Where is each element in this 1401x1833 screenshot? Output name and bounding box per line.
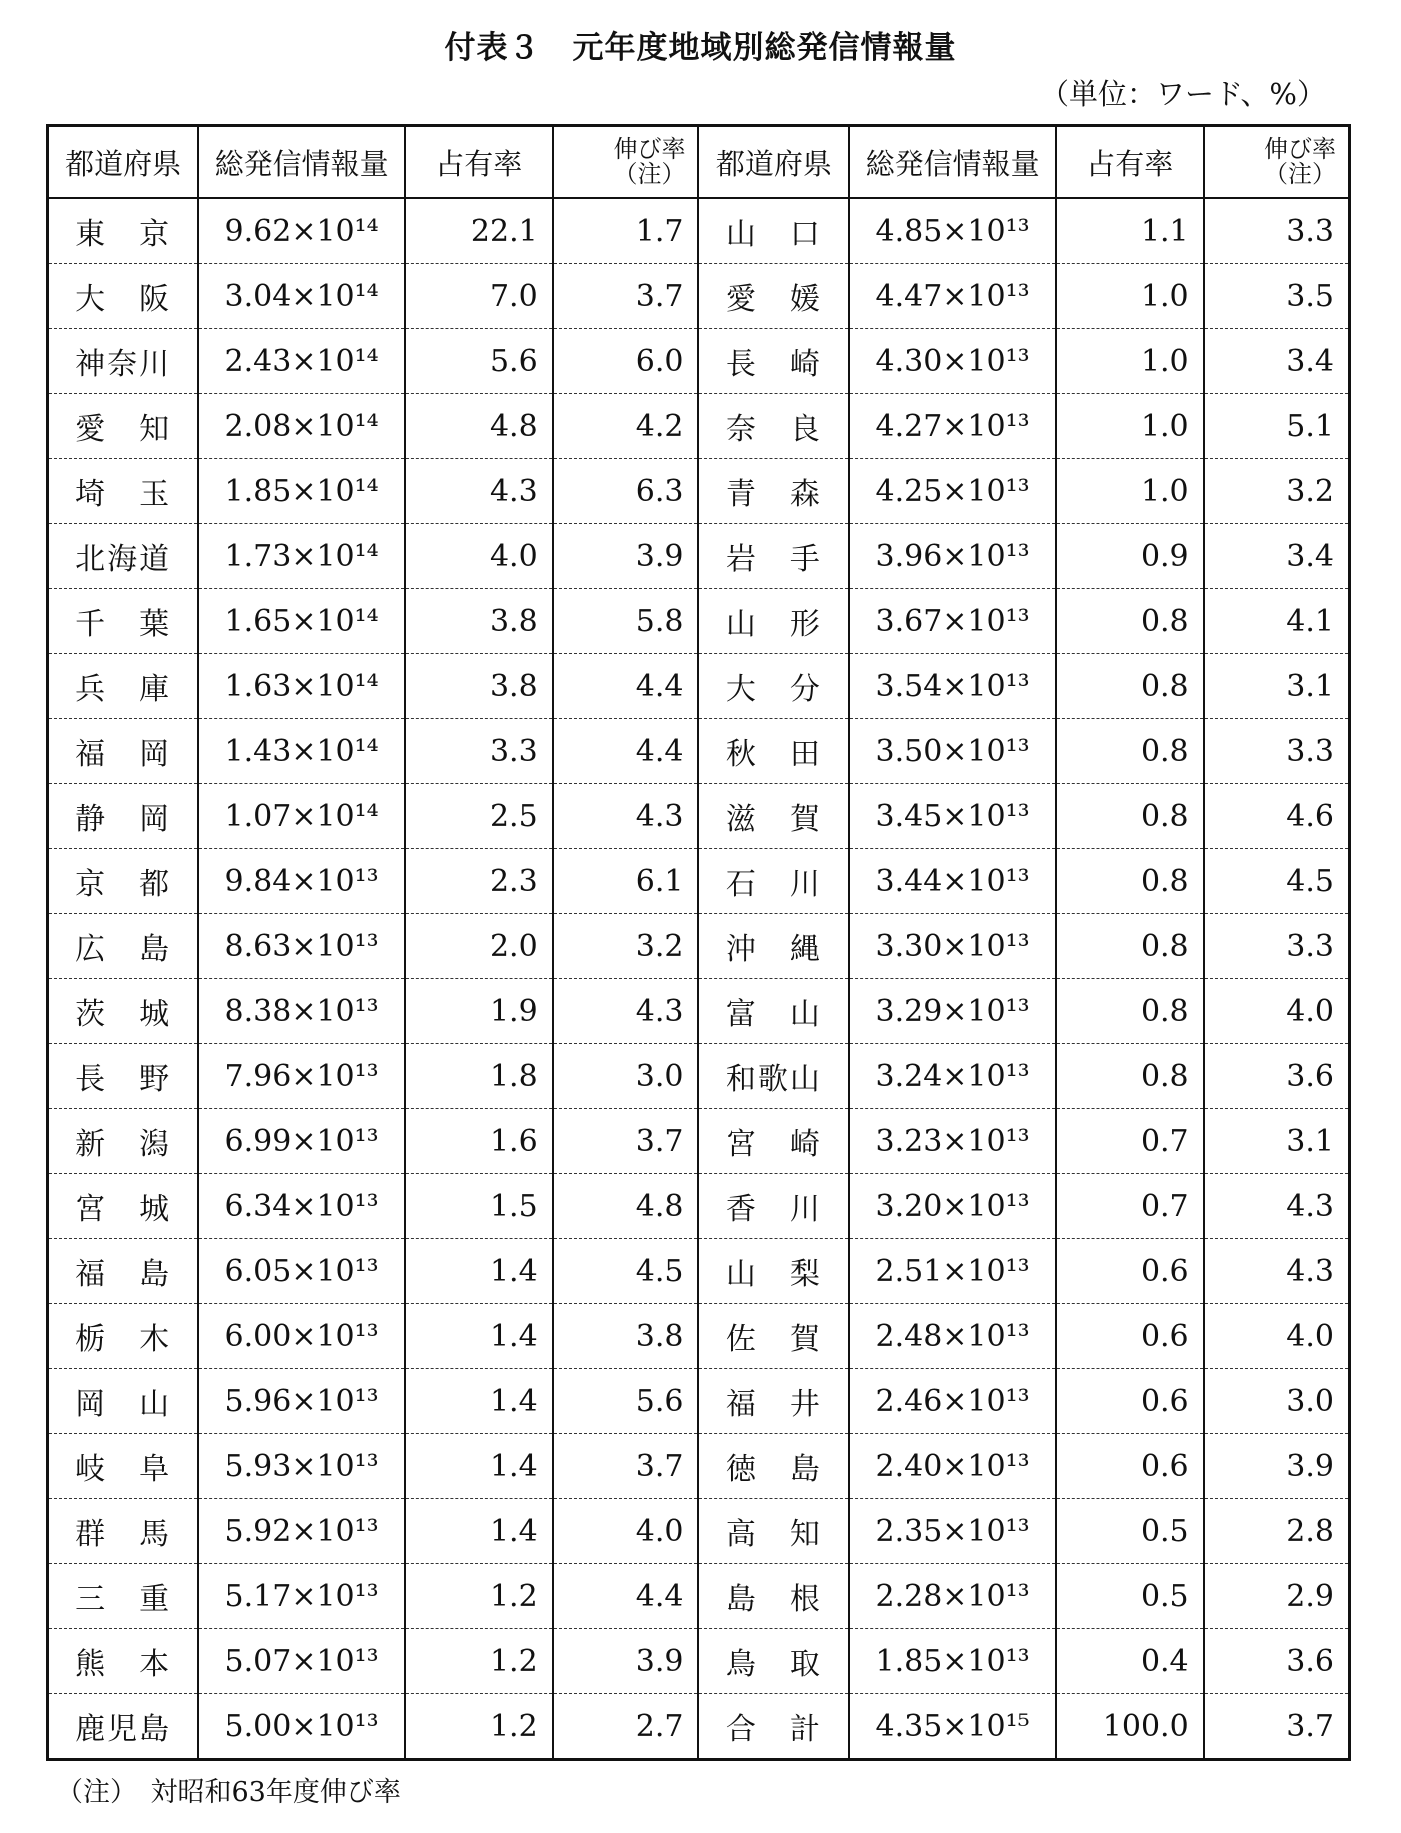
prefecture-cell: 山 口 <box>698 198 849 264</box>
table-row <box>48 459 1350 524</box>
growth-rate-cell: 4.4 <box>553 719 699 784</box>
total-info-cell: 5.92×10¹³ <box>198 1499 405 1564</box>
total-info-cell: 9.62×10¹⁴ <box>198 198 405 264</box>
footnote: （注） 対昭和63年度伸び率 <box>56 1777 401 1808</box>
header-total-right: 総発信情報量 <box>849 126 1056 199</box>
share-cell: 4.0 <box>405 524 553 589</box>
prefecture-cell: 大 阪 <box>48 264 199 329</box>
prefecture-cell: 茨 城 <box>48 979 199 1044</box>
share-cell: 7.0 <box>405 264 553 329</box>
total-info-cell: 6.34×10¹³ <box>198 1174 405 1239</box>
share-cell: 2.0 <box>405 914 553 979</box>
growth-rate-cell: 4.5 <box>553 1239 699 1304</box>
table-row <box>48 1174 1350 1239</box>
prefecture-info-table <box>46 124 1351 1761</box>
growth-rate-cell: 5.1 <box>1204 394 1350 459</box>
growth-rate-cell: 3.1 <box>1204 654 1350 719</box>
prefecture-cell: 徳 島 <box>698 1434 849 1499</box>
total-info-cell: 2.51×10¹³ <box>849 1239 1056 1304</box>
prefecture-cell: 岩 手 <box>698 524 849 589</box>
prefecture-cell: 宮 崎 <box>698 1109 849 1174</box>
prefecture-cell: 佐 賀 <box>698 1304 849 1369</box>
growth-rate-cell: 4.8 <box>553 1174 699 1239</box>
growth-rate-cell: 4.0 <box>1204 1304 1350 1369</box>
share-cell: 3.8 <box>405 654 553 719</box>
header-share-right: 占有率 <box>1056 126 1204 199</box>
table-row <box>48 849 1350 914</box>
growth-rate-cell: 4.3 <box>553 979 699 1044</box>
header-growth-label: 伸び率 <box>1264 135 1336 163</box>
total-info-cell: 1.43×10¹⁴ <box>198 719 405 784</box>
prefecture-cell: 山 梨 <box>698 1239 849 1304</box>
share-cell: 2.3 <box>405 849 553 914</box>
prefecture-cell: 鹿児島 <box>48 1694 199 1760</box>
growth-rate-cell: 5.8 <box>553 589 699 654</box>
total-info-cell: 5.93×10¹³ <box>198 1434 405 1499</box>
total-info-cell: 4.85×10¹³ <box>849 198 1056 264</box>
prefecture-cell: 千 葉 <box>48 589 199 654</box>
table-row <box>48 784 1350 849</box>
growth-rate-cell: 3.9 <box>1204 1434 1350 1499</box>
share-cell: 0.5 <box>1056 1499 1204 1564</box>
prefecture-cell: 神奈川 <box>48 329 199 394</box>
total-info-cell: 1.65×10¹⁴ <box>198 589 405 654</box>
share-cell: 22.1 <box>405 198 553 264</box>
prefecture-cell: 香 川 <box>698 1174 849 1239</box>
total-info-cell: 2.48×10¹³ <box>849 1304 1056 1369</box>
share-cell: 1.0 <box>1056 394 1204 459</box>
growth-rate-cell: 3.1 <box>1204 1109 1350 1174</box>
prefecture-cell: 熊 本 <box>48 1629 199 1694</box>
table-row <box>48 589 1350 654</box>
total-info-cell: 1.85×10¹³ <box>849 1629 1056 1694</box>
table-row <box>48 1434 1350 1499</box>
share-cell: 1.6 <box>405 1109 553 1174</box>
unit-note: （単位：ワード、%） <box>1040 77 1326 111</box>
prefecture-cell: 広 島 <box>48 914 199 979</box>
prefecture-cell: 福 岡 <box>48 719 199 784</box>
growth-rate-cell: 5.6 <box>553 1369 699 1434</box>
share-cell: 0.6 <box>1056 1434 1204 1499</box>
growth-rate-cell: 3.7 <box>1204 1694 1350 1760</box>
share-cell: 1.0 <box>1056 459 1204 524</box>
total-info-cell: 3.23×10¹³ <box>849 1109 1056 1174</box>
share-cell: 0.8 <box>1056 589 1204 654</box>
share-cell: 0.8 <box>1056 719 1204 784</box>
header-growth-left <box>553 126 699 199</box>
share-cell: 0.5 <box>1056 1564 1204 1629</box>
table-row <box>48 1499 1350 1564</box>
table-row <box>48 1694 1350 1760</box>
share-cell: 0.8 <box>1056 784 1204 849</box>
growth-rate-cell: 2.8 <box>1204 1499 1350 1564</box>
table-title: 付表３ 元年度地域別総発信情報量 <box>444 30 957 66</box>
share-cell: 0.6 <box>1056 1369 1204 1434</box>
prefecture-cell: 愛 知 <box>48 394 199 459</box>
share-cell: 0.6 <box>1056 1239 1204 1304</box>
total-info-cell: 1.73×10¹⁴ <box>198 524 405 589</box>
table-row <box>48 1369 1350 1434</box>
share-cell: 0.8 <box>1056 979 1204 1044</box>
prefecture-cell: 秋 田 <box>698 719 849 784</box>
share-cell: 0.9 <box>1056 524 1204 589</box>
growth-rate-cell: 4.0 <box>1204 979 1350 1044</box>
prefecture-cell: 福 島 <box>48 1239 199 1304</box>
share-cell: 1.0 <box>1056 264 1204 329</box>
share-cell: 3.8 <box>405 589 553 654</box>
growth-rate-cell: 3.4 <box>1204 329 1350 394</box>
table-row <box>48 1239 1350 1304</box>
prefecture-cell: 和歌山 <box>698 1044 849 1109</box>
total-info-cell: 3.54×10¹³ <box>849 654 1056 719</box>
total-info-cell: 3.50×10¹³ <box>849 719 1056 784</box>
prefecture-cell: 三 重 <box>48 1564 199 1629</box>
growth-rate-cell: 3.6 <box>1204 1629 1350 1694</box>
prefecture-cell: 群 馬 <box>48 1499 199 1564</box>
growth-rate-cell: 3.7 <box>553 1434 699 1499</box>
total-info-cell: 9.84×10¹³ <box>198 849 405 914</box>
prefecture-cell: 青 森 <box>698 459 849 524</box>
growth-rate-cell: 4.3 <box>1204 1174 1350 1239</box>
header-growth-note: （注） <box>613 160 686 188</box>
share-cell: 0.8 <box>1056 1044 1204 1109</box>
header-prefecture-left: 都道府県 <box>48 126 199 199</box>
growth-rate-cell: 3.0 <box>1204 1369 1350 1434</box>
share-cell: 0.6 <box>1056 1304 1204 1369</box>
growth-rate-cell: 4.5 <box>1204 849 1350 914</box>
growth-rate-cell: 3.8 <box>553 1304 699 1369</box>
table-row <box>48 524 1350 589</box>
header-growth-label: 伸び率 <box>613 135 686 163</box>
prefecture-cell: 兵 庫 <box>48 654 199 719</box>
growth-rate-cell: 3.5 <box>1204 264 1350 329</box>
total-info-cell: 6.05×10¹³ <box>198 1239 405 1304</box>
share-cell: 3.3 <box>405 719 553 784</box>
growth-rate-cell: 2.9 <box>1204 1564 1350 1629</box>
prefecture-cell: 東 京 <box>48 198 199 264</box>
share-cell: 4.8 <box>405 394 553 459</box>
total-info-cell: 6.00×10¹³ <box>198 1304 405 1369</box>
growth-rate-cell: 4.4 <box>553 1564 699 1629</box>
header-growth-right <box>1204 126 1350 199</box>
growth-rate-cell: 3.2 <box>1204 459 1350 524</box>
prefecture-cell: 沖 縄 <box>698 914 849 979</box>
prefecture-cell: 新 潟 <box>48 1109 199 1174</box>
share-cell: 0.8 <box>1056 914 1204 979</box>
share-cell: 1.4 <box>405 1434 553 1499</box>
table-row <box>48 1564 1350 1629</box>
header-prefecture-right: 都道府県 <box>698 126 849 199</box>
total-info-cell: 5.96×10¹³ <box>198 1369 405 1434</box>
total-info-cell: 3.96×10¹³ <box>849 524 1056 589</box>
prefecture-cell: 合 計 <box>698 1694 849 1760</box>
total-info-cell: 4.47×10¹³ <box>849 264 1056 329</box>
growth-rate-cell: 3.7 <box>553 264 699 329</box>
prefecture-cell: 山 形 <box>698 589 849 654</box>
total-info-cell: 3.67×10¹³ <box>849 589 1056 654</box>
growth-rate-cell: 3.9 <box>553 524 699 589</box>
growth-rate-cell: 3.3 <box>1204 914 1350 979</box>
prefecture-cell: 愛 媛 <box>698 264 849 329</box>
share-cell: 1.5 <box>405 1174 553 1239</box>
table-row <box>48 264 1350 329</box>
total-info-cell: 3.20×10¹³ <box>849 1174 1056 1239</box>
total-info-cell: 3.04×10¹⁴ <box>198 264 405 329</box>
growth-rate-cell: 3.3 <box>1204 719 1350 784</box>
total-info-cell: 3.24×10¹³ <box>849 1044 1056 1109</box>
total-info-cell: 7.96×10¹³ <box>198 1044 405 1109</box>
table-row <box>48 1044 1350 1109</box>
header-row <box>48 126 1350 199</box>
table-row <box>48 329 1350 394</box>
growth-rate-cell: 3.4 <box>1204 524 1350 589</box>
table-row <box>48 1304 1350 1369</box>
table-row <box>48 1629 1350 1694</box>
share-cell: 100.0 <box>1056 1694 1204 1760</box>
growth-rate-cell: 6.1 <box>553 849 699 914</box>
prefecture-cell: 滋 賀 <box>698 784 849 849</box>
share-cell: 1.4 <box>405 1499 553 1564</box>
total-info-cell: 1.63×10¹⁴ <box>198 654 405 719</box>
share-cell: 1.2 <box>405 1694 553 1760</box>
share-cell: 1.2 <box>405 1629 553 1694</box>
table-row <box>48 198 1350 264</box>
growth-rate-cell: 4.0 <box>553 1499 699 1564</box>
total-info-cell: 4.35×10¹⁵ <box>849 1694 1056 1760</box>
growth-rate-cell: 3.2 <box>553 914 699 979</box>
total-info-cell: 3.30×10¹³ <box>849 914 1056 979</box>
total-info-cell: 2.35×10¹³ <box>849 1499 1056 1564</box>
total-info-cell: 1.85×10¹⁴ <box>198 459 405 524</box>
growth-rate-cell: 4.6 <box>1204 784 1350 849</box>
total-info-cell: 2.46×10¹³ <box>849 1369 1056 1434</box>
share-cell: 0.8 <box>1056 849 1204 914</box>
growth-rate-cell: 1.7 <box>553 198 699 264</box>
prefecture-cell: 岡 山 <box>48 1369 199 1434</box>
total-info-cell: 6.99×10¹³ <box>198 1109 405 1174</box>
header-total-left: 総発信情報量 <box>198 126 405 199</box>
prefecture-cell: 高 知 <box>698 1499 849 1564</box>
total-info-cell: 8.38×10¹³ <box>198 979 405 1044</box>
prefecture-cell: 奈 良 <box>698 394 849 459</box>
table-row <box>48 394 1350 459</box>
prefecture-cell: 石 川 <box>698 849 849 914</box>
growth-rate-cell: 6.0 <box>553 329 699 394</box>
total-info-cell: 3.44×10¹³ <box>849 849 1056 914</box>
growth-rate-cell: 3.9 <box>553 1629 699 1694</box>
prefecture-cell: 島 根 <box>698 1564 849 1629</box>
table-row <box>48 979 1350 1044</box>
growth-rate-cell: 3.3 <box>1204 198 1350 264</box>
share-cell: 1.2 <box>405 1564 553 1629</box>
total-info-cell: 5.07×10¹³ <box>198 1629 405 1694</box>
total-info-cell: 3.45×10¹³ <box>849 784 1056 849</box>
total-info-cell: 4.27×10¹³ <box>849 394 1056 459</box>
total-info-cell: 1.07×10¹⁴ <box>198 784 405 849</box>
share-cell: 1.8 <box>405 1044 553 1109</box>
prefecture-cell: 長 崎 <box>698 329 849 394</box>
table-row <box>48 914 1350 979</box>
growth-rate-cell: 6.3 <box>553 459 699 524</box>
total-info-cell: 2.43×10¹⁴ <box>198 329 405 394</box>
total-info-cell: 4.30×10¹³ <box>849 329 1056 394</box>
total-info-cell: 2.08×10¹⁴ <box>198 394 405 459</box>
share-cell: 4.3 <box>405 459 553 524</box>
growth-rate-cell: 4.4 <box>553 654 699 719</box>
share-cell: 5.6 <box>405 329 553 394</box>
header-growth-note: （注） <box>1264 160 1336 188</box>
growth-rate-cell: 4.1 <box>1204 589 1350 654</box>
share-cell: 1.4 <box>405 1369 553 1434</box>
growth-rate-cell: 3.7 <box>553 1109 699 1174</box>
growth-rate-cell: 4.3 <box>553 784 699 849</box>
growth-rate-cell: 3.0 <box>553 1044 699 1109</box>
prefecture-cell: 鳥 取 <box>698 1629 849 1694</box>
table-body <box>48 198 1350 1760</box>
total-info-cell: 5.17×10¹³ <box>198 1564 405 1629</box>
growth-rate-cell: 4.3 <box>1204 1239 1350 1304</box>
prefecture-cell: 長 野 <box>48 1044 199 1109</box>
prefecture-cell: 富 山 <box>698 979 849 1044</box>
share-cell: 0.7 <box>1056 1109 1204 1174</box>
share-cell: 0.7 <box>1056 1174 1204 1239</box>
table-row <box>48 654 1350 719</box>
share-cell: 1.0 <box>1056 329 1204 394</box>
prefecture-cell: 大 分 <box>698 654 849 719</box>
growth-rate-cell: 4.2 <box>553 394 699 459</box>
growth-rate-cell: 2.7 <box>553 1694 699 1760</box>
total-info-cell: 3.29×10¹³ <box>849 979 1056 1044</box>
share-cell: 1.4 <box>405 1239 553 1304</box>
share-cell: 0.8 <box>1056 654 1204 719</box>
prefecture-cell: 京 都 <box>48 849 199 914</box>
prefecture-cell: 北海道 <box>48 524 199 589</box>
share-cell: 0.4 <box>1056 1629 1204 1694</box>
table-row <box>48 719 1350 784</box>
growth-rate-cell: 3.6 <box>1204 1044 1350 1109</box>
prefecture-cell: 宮 城 <box>48 1174 199 1239</box>
prefecture-cell: 福 井 <box>698 1369 849 1434</box>
share-cell: 1.9 <box>405 979 553 1044</box>
prefecture-cell: 埼 玉 <box>48 459 199 524</box>
share-cell: 2.5 <box>405 784 553 849</box>
total-info-cell: 5.00×10¹³ <box>198 1694 405 1760</box>
header-share-left: 占有率 <box>405 126 553 199</box>
total-info-cell: 2.40×10¹³ <box>849 1434 1056 1499</box>
total-info-cell: 4.25×10¹³ <box>849 459 1056 524</box>
total-info-cell: 8.63×10¹³ <box>198 914 405 979</box>
prefecture-cell: 岐 阜 <box>48 1434 199 1499</box>
prefecture-cell: 静 岡 <box>48 784 199 849</box>
share-cell: 1.1 <box>1056 198 1204 264</box>
table-row <box>48 1109 1350 1174</box>
total-info-cell: 2.28×10¹³ <box>849 1564 1056 1629</box>
share-cell: 1.4 <box>405 1304 553 1369</box>
prefecture-cell: 栃 木 <box>48 1304 199 1369</box>
